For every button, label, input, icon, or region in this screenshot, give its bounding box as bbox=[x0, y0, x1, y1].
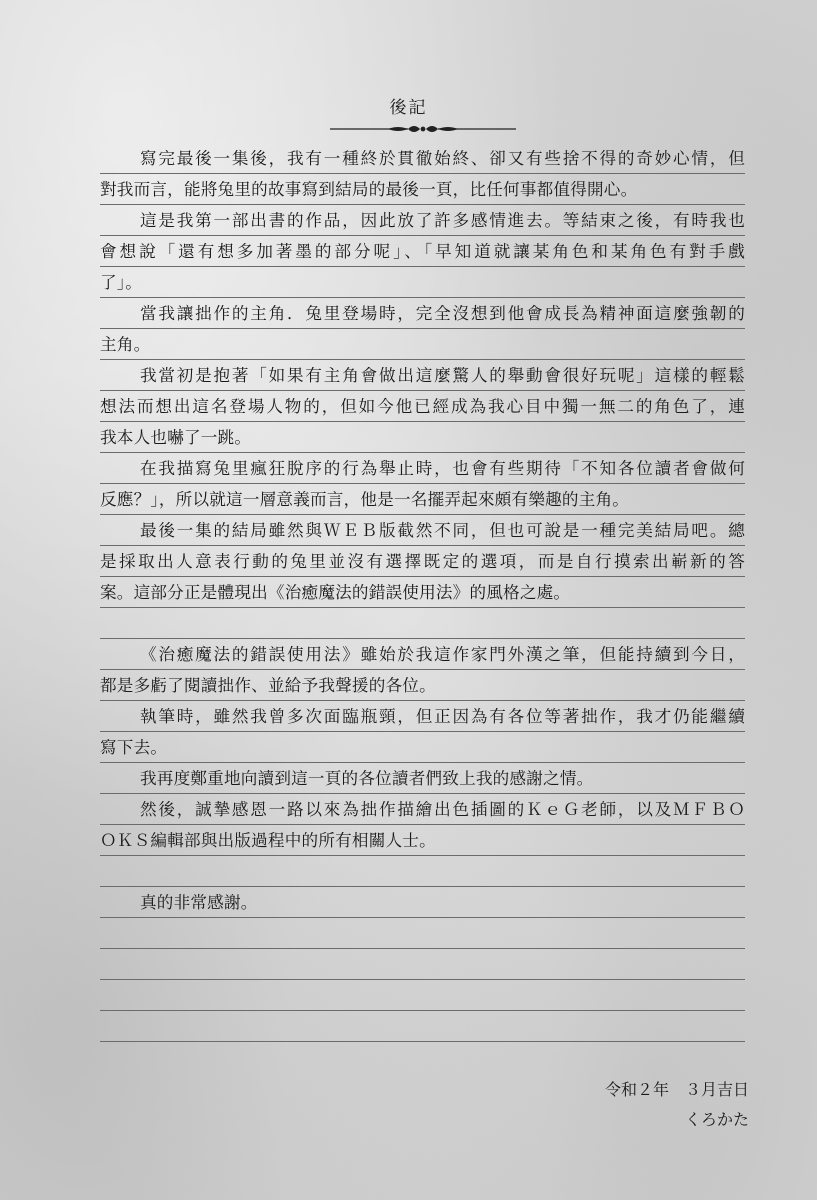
text-line: 在我描寫兔里瘋狂脫序的行為舉止時，也會有些期待「不知各位讀者會做何 bbox=[100, 453, 745, 484]
text-line: 寫完最後一集後，我有一種終於貫徹始終、卻又有些捨不得的奇妙心情，但 bbox=[100, 143, 745, 174]
text-line-blank bbox=[100, 918, 745, 949]
text-line: 然後，誠摯感恩一路以來為拙作描繪出色插圖的ＫｅＧ老師，以及ＭＦＢＯ bbox=[100, 794, 745, 825]
text-line: 當我讓拙作的主角．兔里登場時，完全沒想到他會成長為精神面這麼強韌的 bbox=[100, 298, 745, 329]
author-name: くろかた bbox=[684, 1110, 749, 1129]
text-line: 《治癒魔法的錯誤使用法》雖始於我這作家門外漢之筆，但能持續到今日， bbox=[100, 639, 745, 670]
text-line: 我再度鄭重地向讀到這一頁的各位讀者們致上我的感謝之情。 bbox=[100, 763, 745, 794]
text-line: 想法而想出這名登場人物的，但如今他已經成為我心目中獨一無二的角色了，連 bbox=[100, 391, 745, 422]
ruled-text-body bbox=[100, 143, 745, 1042]
text-line: 會想說「還有想多加著墨的部分呢」、「早知道就讓某角色和某角色有對手戲 bbox=[100, 236, 745, 267]
text-line-blank bbox=[100, 608, 745, 639]
text-line-blank bbox=[100, 1011, 745, 1042]
text-line: 寫下去。 bbox=[100, 732, 745, 763]
text-line: 案。這部分正是體現出《治癒魔法的錯誤使用法》的風格之處。 bbox=[100, 577, 745, 608]
text-line: 了」。 bbox=[100, 267, 745, 298]
signature-date: 令和２年 ３月吉日 bbox=[604, 1080, 749, 1099]
text-line: 主角。 bbox=[100, 329, 745, 360]
text-line: 我當初是抱著「如果有主角會做出這麼驚人的舉動會很好玩呢」這樣的輕鬆 bbox=[100, 360, 745, 391]
text-line-blank bbox=[100, 980, 745, 1011]
text-line: 執筆時，雖然我曾多次面臨瓶頸，但正因為有各位等著拙作，我才仍能繼續 bbox=[100, 701, 745, 732]
text-line: 我本人也嚇了一跳。 bbox=[100, 422, 745, 453]
text-line-blank bbox=[100, 856, 745, 887]
text-line: 真的非常感謝。 bbox=[100, 887, 745, 918]
text-line: 是採取出人意表行動的兔里並沒有選擇既定的選項，而是自行摸索出嶄新的答 bbox=[100, 546, 745, 577]
text-line: 反應？」，所以就這一層意義而言，他是一名擺弄起來頗有樂趣的主角。 bbox=[100, 484, 745, 515]
text-line: 對我而言，能將兔里的故事寫到結局的最後一頁，比任何事都值得開心。 bbox=[100, 174, 745, 205]
title-ornament-divider bbox=[328, 121, 518, 137]
page-title: 後記 bbox=[389, 98, 428, 118]
text-line: 都是多虧了閱讀拙作、並給予我聲援的各位。 bbox=[100, 670, 745, 701]
text-line: ＯＫＳ編輯部與出版過程中的所有相關人士。 bbox=[100, 825, 745, 856]
text-line-blank bbox=[100, 949, 745, 980]
text-line: 這是我第一部出書的作品，因此放了許多感情進去。等結束之後，有時我也 bbox=[100, 205, 745, 236]
text-line: 最後一集的結局雖然與ＷＥＢ版截然不同，但也可說是一種完美結局吧。總 bbox=[100, 515, 745, 546]
